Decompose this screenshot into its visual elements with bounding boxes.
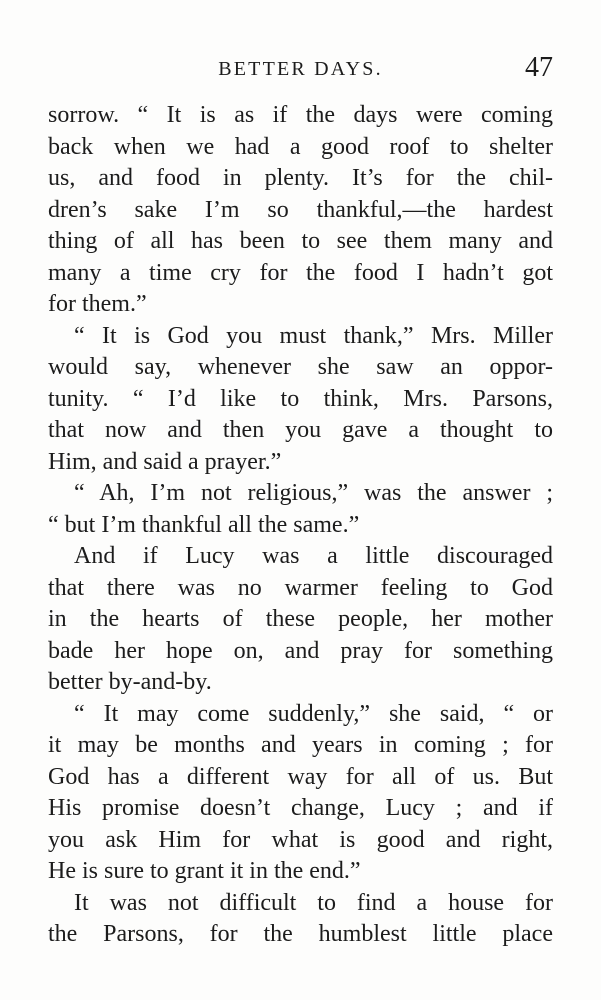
text-line: better by-and-by. [48, 669, 212, 695]
body-text [48, 100, 553, 951]
text-line: for them.” [48, 291, 147, 317]
running-title: BETTER DAYS. [218, 58, 383, 80]
text-line: He is sure to grant it in the end.” [48, 858, 361, 884]
text-line: in the hearts of these people, her mother [48, 606, 553, 632]
text-line: “ It may come suddenly,” she said, “ or [74, 700, 553, 727]
text-line: sorrow. “ It is as if the days were coming [48, 102, 553, 128]
text-line: would say, whenever she saw an oppor- [48, 354, 553, 380]
text-line: “ Ah, I’m not religious,” was the answer ; [74, 480, 553, 506]
text-line: the Parsons, for the humblest little place [48, 921, 553, 947]
text-line: many a time cry for the food I hadn’t got [48, 259, 553, 286]
text-line: tunity. “ I’d like to think, Mrs. Parsons, [48, 385, 553, 412]
text-line: “ but I’m thankful all the same.” [48, 511, 360, 538]
text-line: it may be months and years in coming ; for [48, 732, 553, 758]
text-line: back when we had a good roof to shelter [48, 133, 553, 160]
text-line: thing of all has been to see them many and [48, 228, 553, 254]
text-line: you ask Him for what is good and right, [48, 826, 553, 853]
text-line: His promise doesn’t change, Lucy ; and if [48, 795, 553, 821]
text-line: bade her hope on, and pray for something [48, 637, 553, 664]
text-line: Him, and said a prayer.” [48, 448, 282, 475]
text-line: dren’s sake I’m so thankful,—the hardest [48, 196, 553, 223]
text-line: It was not difficult to find a house for [74, 889, 553, 916]
text-line: And if Lucy was a little discouraged [74, 543, 553, 569]
text-line: that now and then you gave a thought to [48, 417, 553, 443]
running-head [48, 52, 553, 88]
text-line: God has a different way for all of us. But [48, 763, 553, 790]
text-line: us, and food in plenty. It’s for the chil- [48, 165, 553, 191]
page-number: 47 [525, 52, 553, 83]
text-line: “ It is God you must thank,” Mrs. Miller [74, 322, 553, 349]
text-line: that there was no warmer feeling to God [48, 574, 553, 601]
